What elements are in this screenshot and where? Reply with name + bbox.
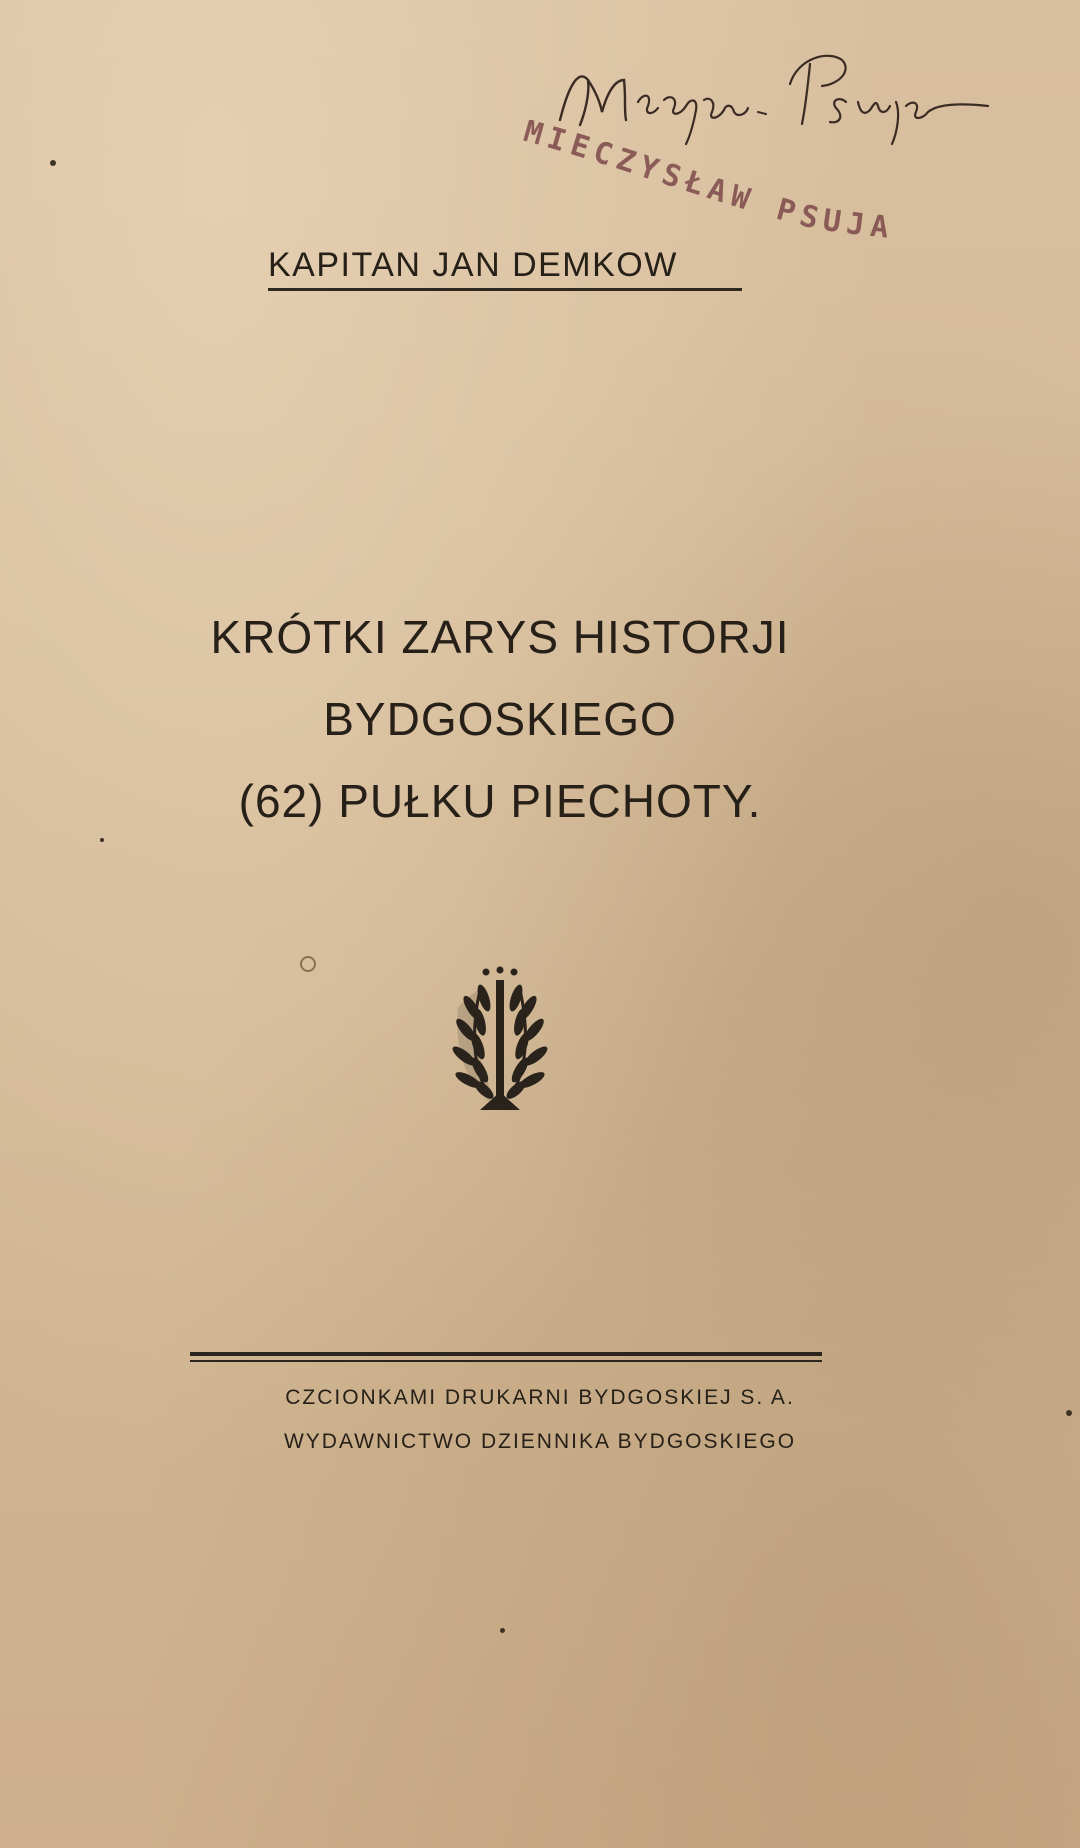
imprint-publisher: WYDAWNICTWO DZIENNIKA BYDGOSKIEGO <box>283 1430 797 1453</box>
author-underline <box>268 288 742 291</box>
laurel-wreath-emblem-icon <box>444 964 556 1116</box>
stamp-text: MIECZYSŁAW PSUJA <box>519 120 896 247</box>
paper-speck <box>500 1628 505 1633</box>
title-line-3: (62) PUŁKU PIECHOTY. <box>238 775 762 827</box>
rule-thin <box>190 1360 822 1362</box>
author-name: KAPITAN JAN DEMKOW <box>268 246 678 284</box>
paper-speck <box>1066 1410 1072 1416</box>
paper-speck <box>50 160 56 166</box>
title-line-2: BYDGOSKIEGO <box>323 693 677 745</box>
paper-speck <box>300 956 316 972</box>
title-line-1: KRÓTKI ZARYS HISTORJI <box>210 611 790 663</box>
svg-text:MIECZYSŁAW PSUJA <box>520 120 896 246</box>
imprint-double-rule <box>190 1352 822 1362</box>
book-title <box>150 596 850 842</box>
paper-speck <box>100 838 104 842</box>
imprint-printer: CZCIONKAMI DRUKARNI BYDGOSKIEJ S. A. <box>285 1386 795 1409</box>
